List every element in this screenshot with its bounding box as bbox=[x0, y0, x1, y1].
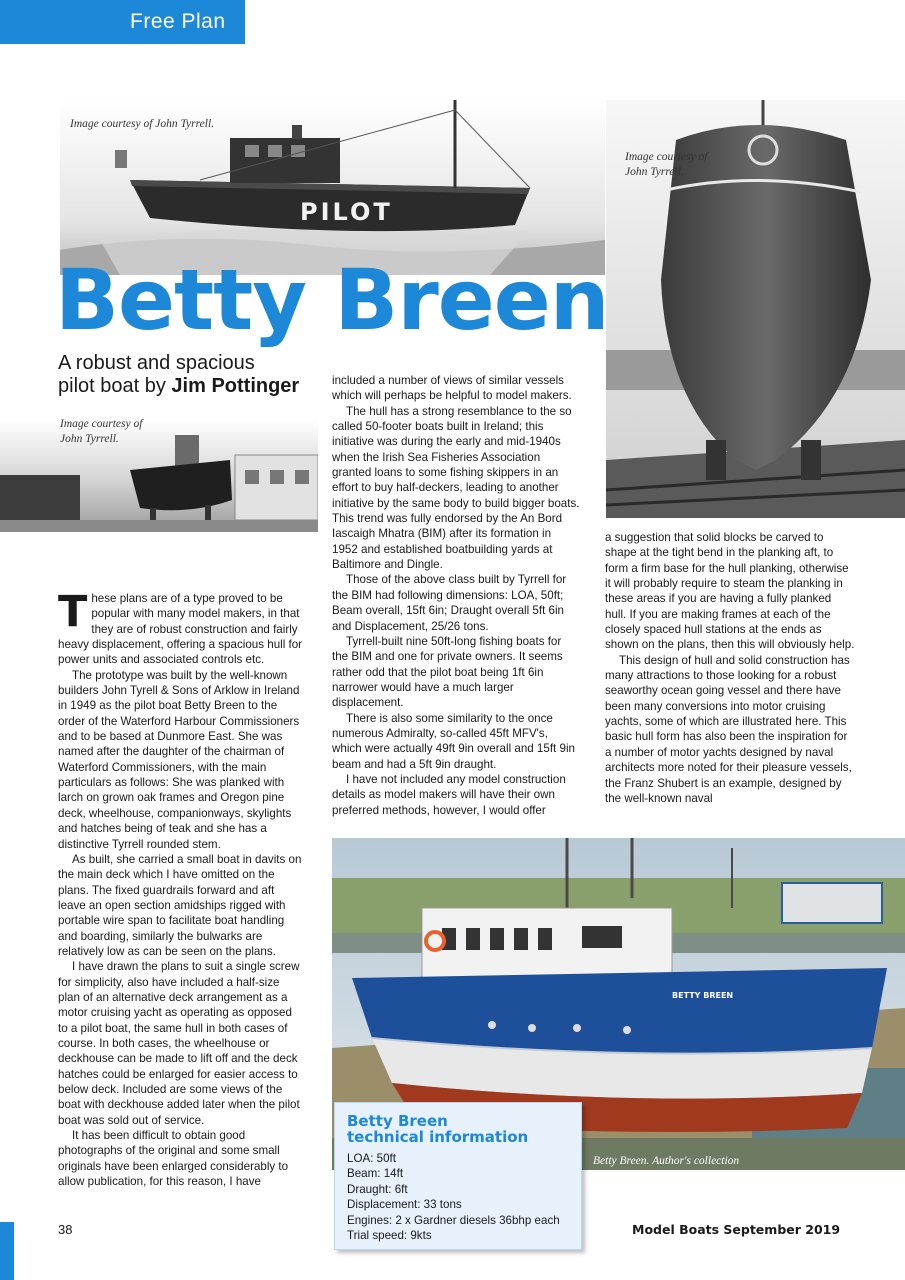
article-subtitle bbox=[58, 352, 328, 398]
paragraph: It has been difficult to obtain good photographs of the original and some small originals have been enlarged considerably to allow publication, for this reason, I have bbox=[58, 1129, 289, 1189]
page-edge-bar bbox=[0, 1222, 14, 1280]
paragraph: included a number of views of similar vessels which will perhaps be helpful to model makers. bbox=[332, 374, 572, 403]
drop-cap: T bbox=[58, 587, 88, 637]
paragraph: a suggestion that solid blocks be carved to shape at the tight bend in the planking aft, to form a firm base for the hull planking, otherwise it will probably require to steam the planking in these areas if you are having a fully planked hull. If you are making frames at each of the closely spaced hull stations at the ends as shown on the plans, then this will obviously help. bbox=[605, 531, 855, 652]
article-column-1 bbox=[58, 587, 304, 1189]
spec-item: Draught: 6ft bbox=[347, 1182, 408, 1196]
photo-caption-bottom: Betty Breen. Author's collection bbox=[593, 1155, 740, 1167]
section-label: Free Plan bbox=[130, 10, 226, 33]
subtitle-line2 bbox=[58, 375, 328, 398]
paragraph: There is also some similarity to the once numerous Admiralty, so-called 45ft MFV's, which were actually 49ft 9in overall and 15ft 9in beam and had a 5ft 9in draught. bbox=[332, 711, 575, 771]
photo-credit-left bbox=[60, 417, 142, 447]
paragraph: The hull has a strong resemblance to the so called 50-footer boats built in Ireland; this initiative was during the early and mid-1940s when the Irish Sea Fisheries Association granted loans to some fishing skippers in an effort to buy half-deckers, leading to another initiative by the same body to build bigger boats. This trend was fully endorsed by the An Bord Iascaigh Mhatra (BIM) after its formation in 1952 and established boatbuilding yards at Baltimore and Dingle. bbox=[332, 404, 580, 572]
technical-info-title-line1: Betty Breen bbox=[347, 1112, 448, 1130]
author-name: Jim Pottinger bbox=[171, 375, 300, 397]
photo-credit-right-line1: Image courtesy of bbox=[625, 151, 708, 163]
paragraph: Tyrrell-built nine 50ft-long fishing boats for the BIM and one for private owners. It seems rather odd that the pilot boat being 1ft 6in narrower would have a much larger displacement. bbox=[332, 634, 563, 710]
hull-lettering-pilot: PILOT bbox=[300, 198, 393, 226]
photo-credit-left-line2: John Tyrrell. bbox=[60, 433, 119, 445]
technical-info-title bbox=[347, 1113, 581, 1145]
article-title: Betty Breen bbox=[55, 251, 609, 349]
spec-item: LOA: 50ft bbox=[347, 1152, 396, 1165]
paragraph: I have not included any model construction details as model makers will have their own preferred methods, however, I would offer bbox=[332, 772, 566, 817]
paragraph: These plans are of a type proved to be popular with many model makers, in that they are of robust construction and fairly heavy displacement, offering a spacious hull for power units and associated controls etc. bbox=[58, 587, 303, 667]
magazine-footer: Model Boats September 2019 bbox=[632, 1222, 841, 1237]
paragraph: Those of the above class built by Tyrrell for the BIM had following dimensions: LOA, 50ft; Beam overall, 15ft 6in; Draught overall 5ft 6in and Displacement, 25/26 tons. bbox=[332, 573, 567, 633]
page-number: 38 bbox=[58, 1222, 73, 1237]
section-banner bbox=[0, 0, 245, 44]
hull-lettering-betty-breen: BETTY BREEN bbox=[672, 991, 734, 1000]
photo-credit-right-line2: John Tyrrell. bbox=[625, 166, 684, 178]
spec-item: Displacement: 33 tons bbox=[347, 1198, 462, 1212]
technical-info-title-line2: technical information bbox=[347, 1128, 529, 1146]
article-column-3 bbox=[605, 530, 855, 806]
paragraph: The prototype was built by the well-known builders John Tyrell & Sons of Arklow in Ireland in 1949 as the pilot boat Betty Breen to the order of the Waterford Harbour Commissioners and to be based at Dunmore East. She was named after the daughter of the chairman of Waterford Commissioners, with the main particulars as follows: She was planked with larch on grown oak frames and Oregon pine deck, wheelhouse, companionways, skylights and hatches being of teak and she has a distinctive Tyrrell rounded stem. bbox=[58, 668, 300, 851]
technical-info-list bbox=[347, 1151, 581, 1243]
photo-credit-right bbox=[625, 150, 707, 180]
spec-item: Trial speed: 9kts bbox=[347, 1229, 432, 1243]
photo-credit-left-line1: Image courtesy of bbox=[60, 418, 143, 430]
paragraph: I have drawn the plans to suit a single screw for simplicity, also have included a half-size plan of an alternative deck arrangement as a motor cruising yacht as operating as opposed to a pilot boat, the same hull in both cases of course. In both cases, the wheelhouse or deckhouse can be made to lift off and the deck hatches could be enlarged for easier access to below deck. Included are some views of the boat with deckhouse added later when the pilot boat was sold out of service. bbox=[58, 960, 300, 1127]
article-column-2 bbox=[332, 373, 580, 818]
spec-item: Engines: 2 x Gardner diesels 36bhp each bbox=[347, 1213, 560, 1227]
photo-credit-top: Image courtesy of John Tyrrell. bbox=[70, 118, 215, 130]
photo-boat-ashore bbox=[0, 420, 318, 532]
spec-item: Beam: 14ft bbox=[347, 1167, 404, 1181]
subtitle-line1: A robust and spacious bbox=[58, 352, 255, 374]
technical-info-box bbox=[334, 1102, 582, 1250]
paragraph: This design of hull and solid construction has many attractions to those looking for a robust seaworthy ocean going vessel and there have been many conversions into motor cruising yachts, some of which are illustrated here. This basic hull form has also been the inspiration for a number of motor yachts designed by naval architects more noted for their pleasure vessels, the Franz Shubert is an example, designed by the well-known naval bbox=[605, 653, 852, 805]
subtitle-prefix: pilot boat by bbox=[58, 375, 172, 397]
paragraph: As built, she carried a small boat in davits on the main deck which I have omitted on the plans. The fixed guardrails forward and aft leave an open section amidships rigged with portable wire span to facilitate boat handling and boarding, similarly the bulwarks are relatively low as can be seen on the plans. bbox=[58, 852, 302, 958]
